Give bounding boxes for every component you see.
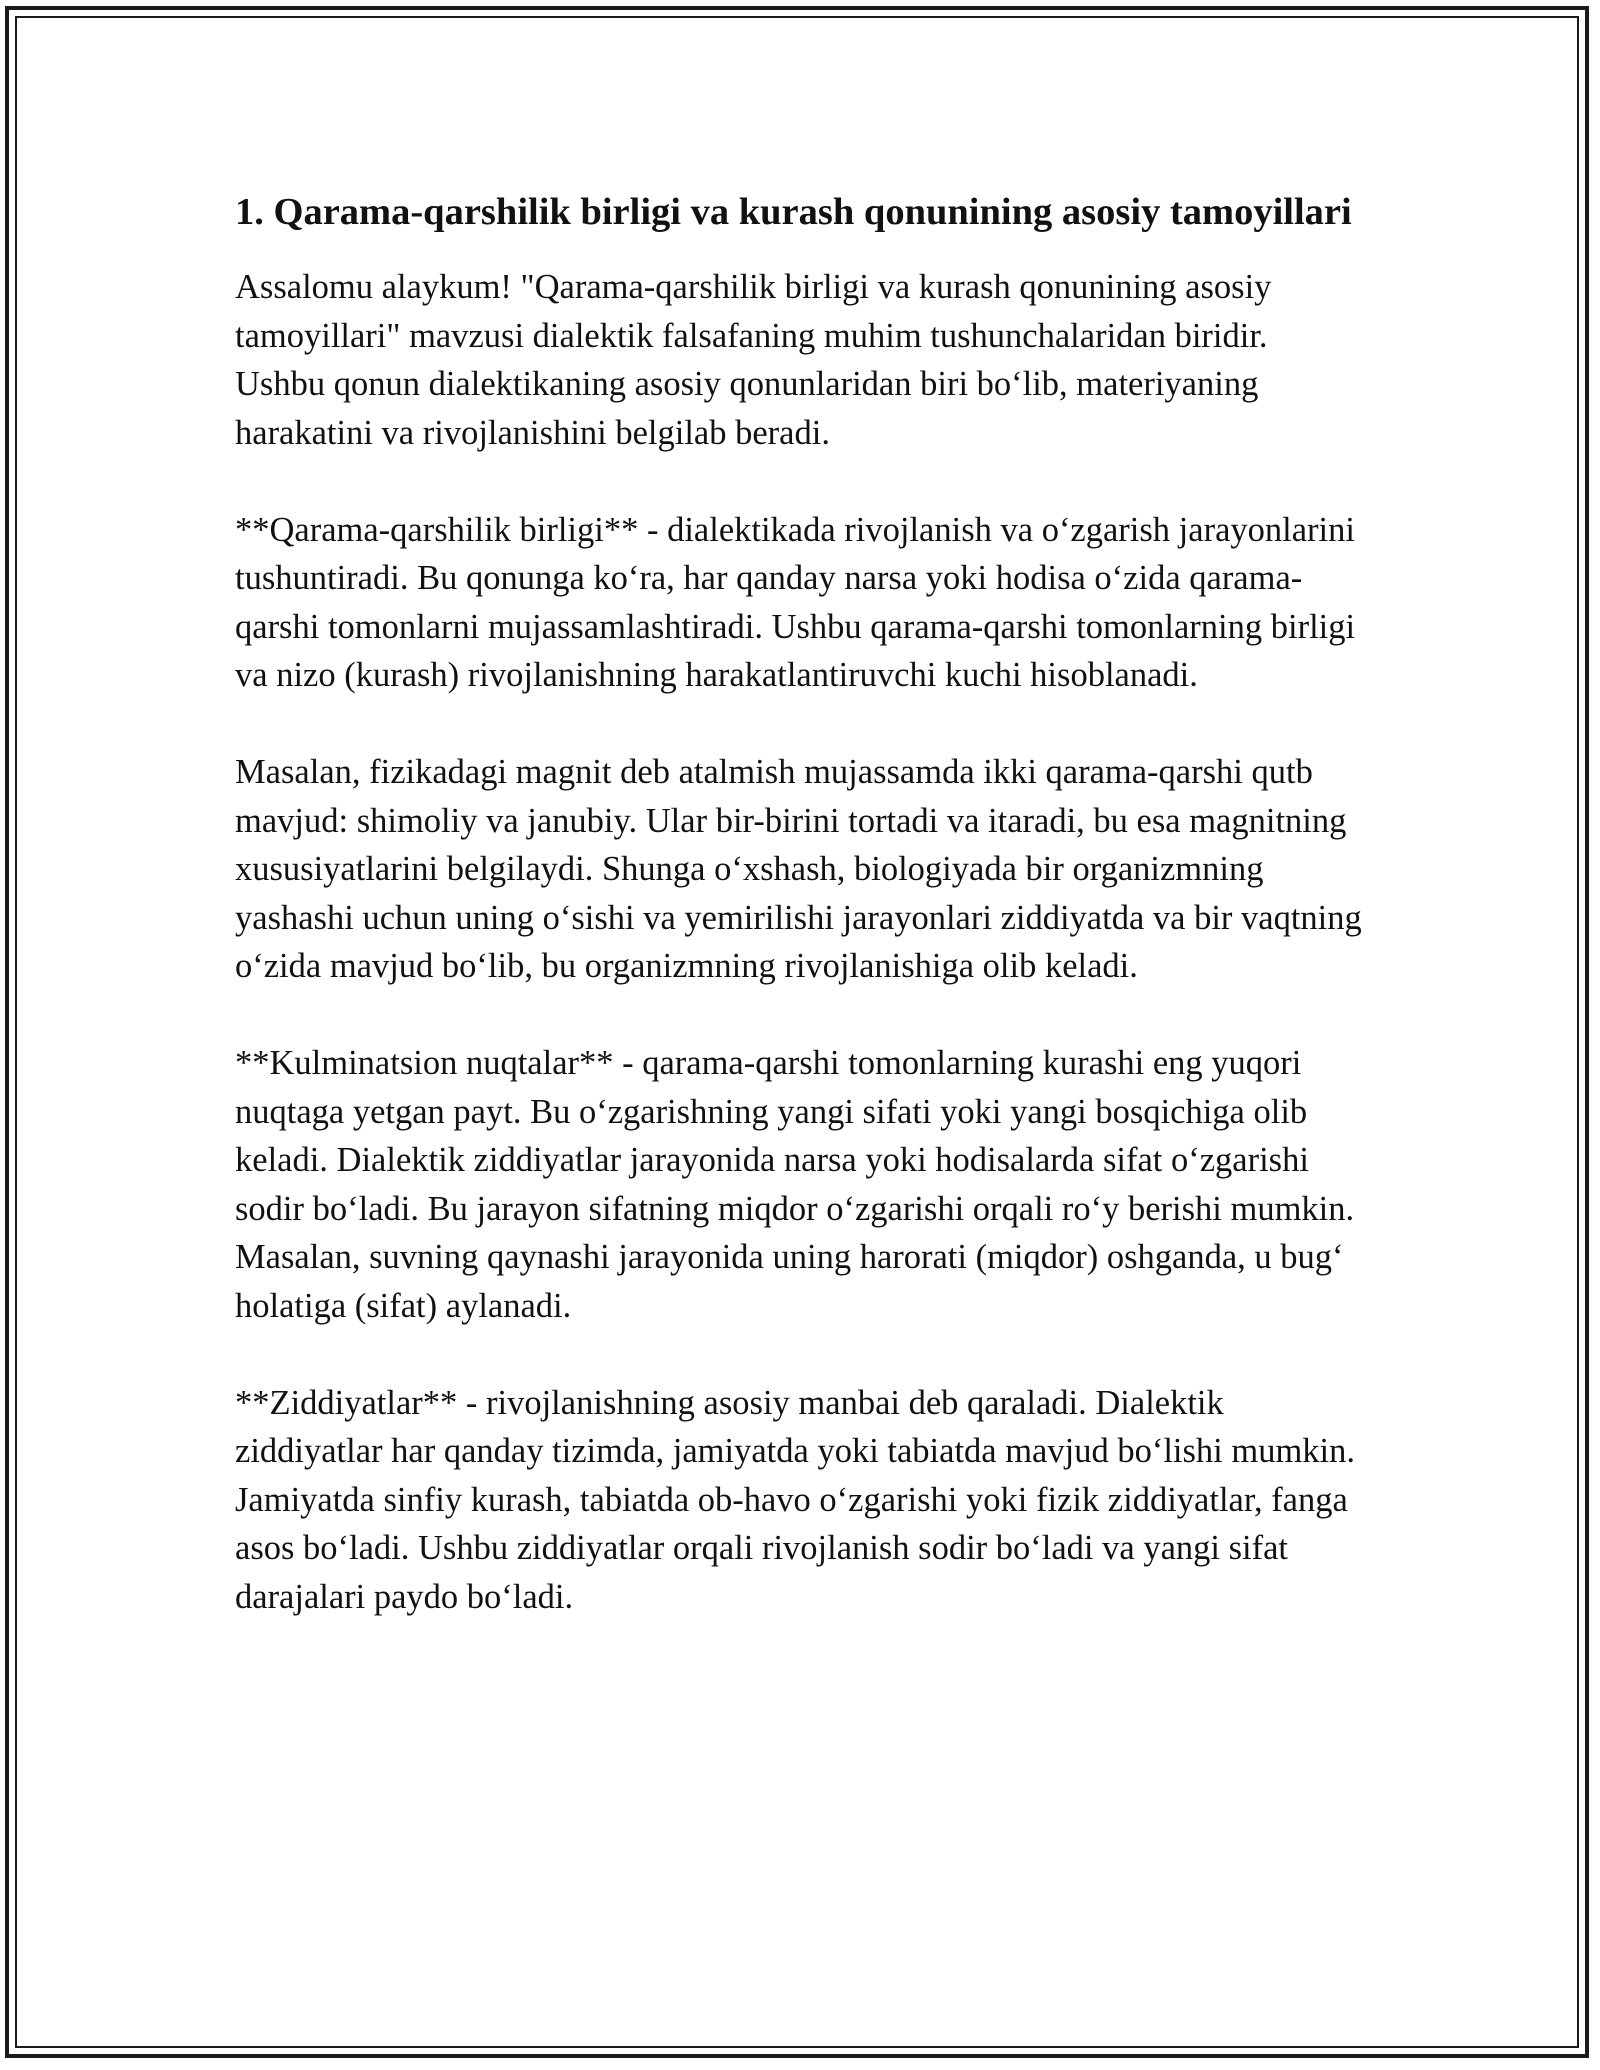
paragraph-examples: Masalan, fizikadagi magnit deb atalmish mujassamda ikki qarama-qarshi qutb mavjud: shimoliy va janubiy. Ular bir-birini tortadi va itaradi, bu esa magnitning xususiyatlarini belgilaydi. Shunga oʻxshash, biologiyada bir organizmning yashashi uchun uning oʻsishi va yemirilishi jarayonlari ziddiyatda va bir vaqtning oʻzida mavjud boʻlib, bu organizmning rivojlanishiga olib keladi.	[235, 753, 1362, 985]
document-title: 1. Qarama-qarshilik birligi va kurash qonunining asosiy tamoyillari	[235, 191, 1352, 233]
paragraph-intro: Assalomu alaykum! "Qarama-qarshilik birligi va kurash qonunining asosiy tamoyillari" mavzusi dialektik falsafaning muhim tushunchalaridan biridir. Ushbu qonun dialektikaning asosiy qonunlaridan biri boʻlib, materiyaning harakatini va rivojlanishini belgilab beradi.	[235, 268, 1272, 452]
paragraph-contradictions: **Ziddiyatlar** - rivojlanishning asosiy manbai deb qaraladi. Dialektik ziddiyatlar har qanday tizimda, jamiyatda yoki tabiatda mavjud boʻlishi mumkin. Jamiyatda sinfiy kurash, tabiatda ob-havo oʻzgarishi yoki fizik ziddiyatlar, fanga asos boʻladi. Ushbu ziddiyatlar orqali rivojlanish sodir boʻladi va yangi sifat darajalari paydo boʻladi.	[235, 1383, 1356, 1616]
paragraph-culmination-points: **Kulminatsion nuqtalar** - qarama-qarshi tomonlarning kurashi eng yuqori nuqtaga yetgan payt. Bu oʻzgarishning yangi sifati yoki yangi bosqichiga olib keladi. Dialektik ziddiyatlar jarayonida narsa yoki hodisalarda sifat oʻzgarishi sodir boʻladi. Bu jarayon sifatning miqdor oʻzgarishi orqali roʻy berishi mumkin. Masalan, suvning qaynashi jarayonida uning harorati (miqdor) oshganda, u bugʻ holatiga (sifat) aylanadi.	[235, 1044, 1355, 1325]
document-body	[235, 185, 1365, 1670]
paragraph-unity-of-opposites: **Qarama-qarshilik birligi** - dialektikada rivojlanish va oʻzgarish jarayonlarini tushuntiradi. Bu qonunga koʻra, har qanday narsa yoki hodisa oʻzida qarama-qarshi tomonlarni mujassamlashtiradi. Ushbu qarama-qarshi tomonlarning birligi va nizo (kurash) rivojlanishning harakatlantiruvchi kuchi hisoblanadi.	[235, 510, 1356, 694]
